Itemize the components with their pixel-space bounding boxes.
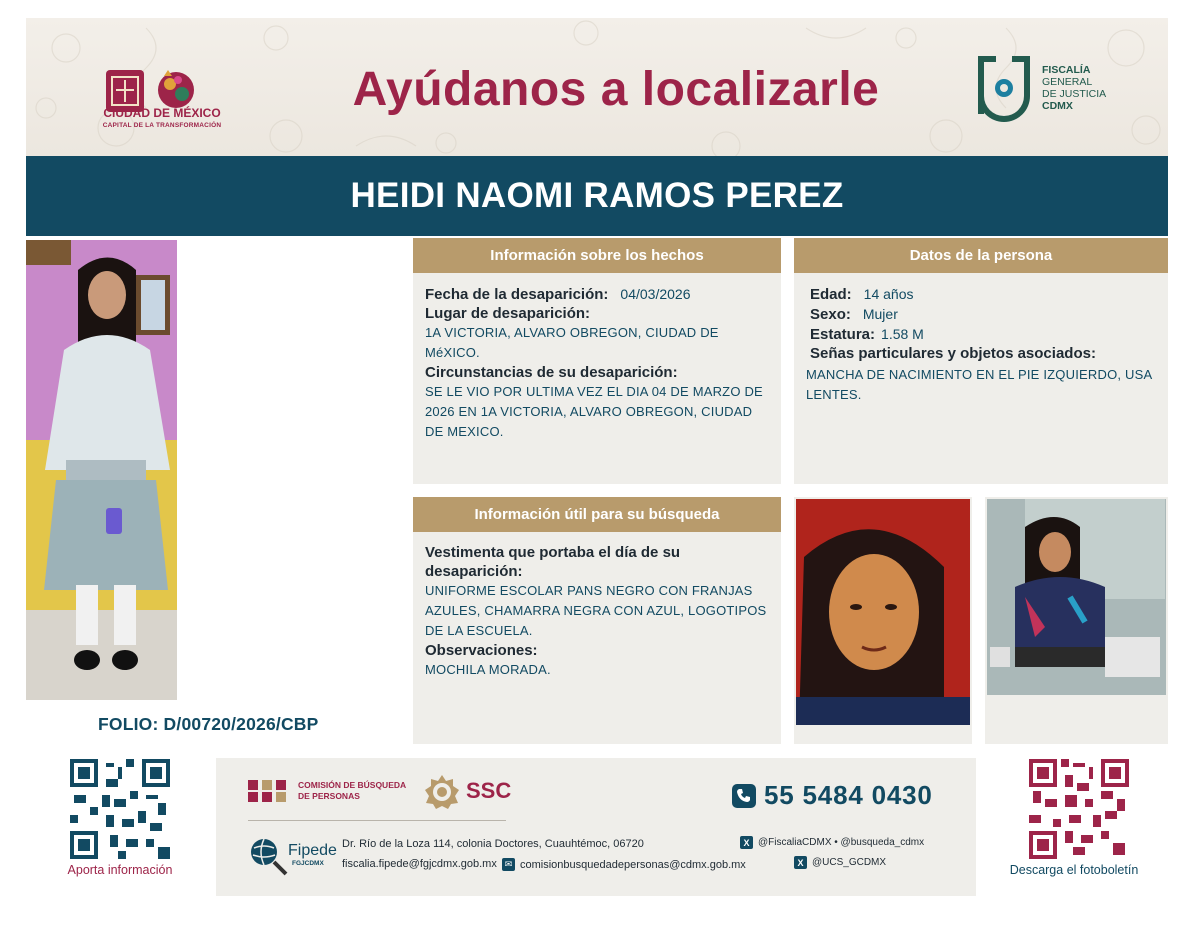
fiscalia-name <box>1042 64 1106 112</box>
senas-label: Señas particulares y objetos asociados: <box>810 345 1096 362</box>
fecha-label: Fecha de la desaparición: <box>425 286 609 303</box>
social-handles-1: @FiscaliaCDMX • @busqueda_cdmx <box>758 837 925 848</box>
social-line-1[interactable] <box>740 836 924 849</box>
estatura-value: 1.58 M <box>881 326 924 342</box>
estatura-label: Estatura: <box>810 326 876 343</box>
poster-header <box>26 18 1168 156</box>
lugar-value: 1A VICTORIA, ALVARO OBREGON, CIUDAD DE MéXICO. <box>425 325 719 360</box>
x-social-icon-2: X <box>794 856 807 869</box>
panel-busqueda-heading: Información útil para su búsqueda <box>413 497 781 532</box>
panel-hechos <box>413 238 781 484</box>
senas-value: MANCHA DE NACIMIENTO EN EL PIE IZQUIERDO, USA LENTES. <box>806 367 1152 402</box>
observaciones-value: MOCHILA MORADA. <box>425 662 551 677</box>
secondary-photo-1 <box>794 497 972 744</box>
phone-number-link[interactable] <box>732 780 933 811</box>
secondary-photo-frame-1 <box>794 497 972 744</box>
ssc-label: SSC <box>466 778 512 803</box>
phone-icon <box>732 784 756 808</box>
vestimenta-label: Vestimenta que portaba el día de su desaparición: <box>425 544 681 580</box>
cdmx-name: CIUDAD DE MÉXICO <box>103 106 221 120</box>
person-name: HEIDI NAOMI RAMOS PEREZ <box>350 176 844 215</box>
comision-line-1: COMISIÓN DE BÚSQUEDA <box>298 780 407 790</box>
qr-right-caption: Descarga el fotoboletín <box>1009 863 1139 877</box>
fiscalia-line-4: CDMX <box>1042 100 1073 112</box>
person-name-band <box>26 156 1168 236</box>
fiscalia-line-3: DE JUSTICIA <box>1042 88 1107 100</box>
observaciones-label: Observaciones: <box>425 642 538 659</box>
secondary-photo-frame-2 <box>985 497 1168 744</box>
sexo-label: Sexo: <box>810 306 851 323</box>
qr-code-right-icon[interactable] <box>1029 759 1129 859</box>
fipede-name: Fipede <box>288 842 337 859</box>
qr-code-left-icon[interactable] <box>70 759 170 859</box>
social-line-2[interactable] <box>794 856 886 869</box>
qr-left-caption: Aporta información <box>67 863 173 877</box>
x-social-icon: X <box>740 836 753 849</box>
mail-icon: ✉ <box>502 858 515 871</box>
footer-divider <box>248 820 506 821</box>
ssc-badge-icon <box>424 774 460 810</box>
panel-busqueda <box>413 497 781 744</box>
lugar-label: Lugar de desaparición: <box>425 305 591 322</box>
social-handles-2: @UCS_GCDMX <box>812 857 887 868</box>
cdmx-subtitle: CAPITAL DE LA TRANSFORMACIÓN <box>102 122 222 129</box>
fiscalia-line-2: GENERAL <box>1042 76 1093 88</box>
main-photo <box>26 240 177 700</box>
page-title: Ayúdanos a localizarle <box>352 63 880 116</box>
secondary-photo-2 <box>985 497 1168 744</box>
email-comision: comisionbusquedadepersonas@cdmx.gob.mx <box>520 858 746 871</box>
panel-datos-heading: Datos de la persona <box>794 238 1168 273</box>
folio-number: FOLIO: D/00720/2026/CBP <box>98 714 319 734</box>
fgj-logo-icon <box>972 52 1036 122</box>
circunstancias-label: Circunstancias de su desaparición: <box>425 364 678 381</box>
comision-line-2: DE PERSONAS <box>298 791 360 801</box>
fecha-value: 04/03/2026 <box>620 286 691 302</box>
comision-logo-icon <box>248 778 290 804</box>
email-comision-link[interactable] <box>502 858 746 871</box>
sexo-value: Mujer <box>862 306 898 322</box>
phone-number: 55 5484 0430 <box>764 780 933 810</box>
email-fipede[interactable]: fiscalia.fipede@fgjcdmx.gob.mx <box>342 858 497 870</box>
comision-name <box>298 780 406 802</box>
fiscalia-line-1: FISCALÍA <box>1042 64 1091 76</box>
edad-label: Edad: <box>810 286 852 303</box>
panel-hechos-heading: Información sobre los hechos <box>413 238 781 273</box>
footer-contact-box <box>216 758 976 896</box>
vestimenta-value: UNIFORME ESCOLAR PANS NEGRO CON FRANJAS AZULES, CHAMARRA NEGRA CON AZUL, LOGOTIPOS DE LA ESCUELA. <box>425 583 767 638</box>
address-text: Dr. Río de la Loza 114, colonia Doctores, Cuauhtémoc, 06720 <box>342 838 644 850</box>
cdmx-shield-logo <box>86 48 236 148</box>
fipede-globe-icon <box>248 836 290 878</box>
panel-datos <box>794 238 1168 484</box>
fipede-subtitle: FGJCDMX <box>292 860 324 867</box>
edad-value: 14 años <box>863 286 914 302</box>
circunstancias-value: SE LE VIO POR ULTIMA VEZ EL DIA 04 DE MARZO DE 2026 EN 1A VICTORIA, ALVARO OBREGON, CIUDAD DE MEXICO. <box>425 384 763 439</box>
